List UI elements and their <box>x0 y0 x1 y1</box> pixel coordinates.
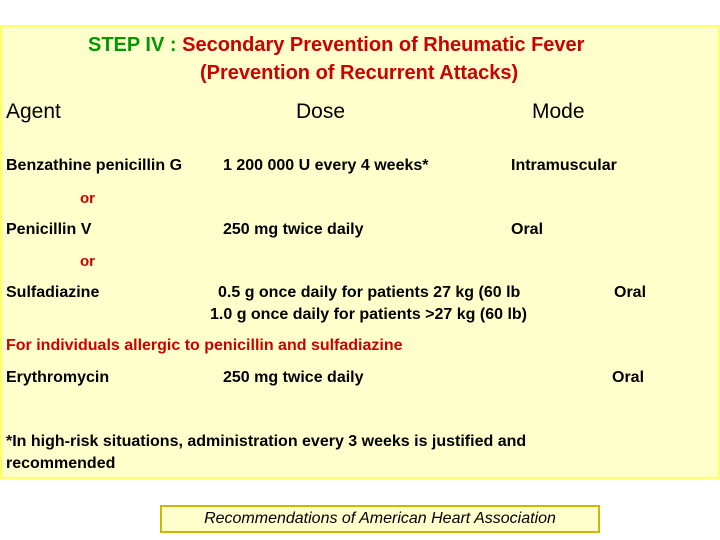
row-dose-sulfadiazine-1: 0.5 g once daily for patients 27 kg (60 lb <box>218 284 521 301</box>
header-agent: Agent <box>6 100 61 123</box>
footnote: *In high-risk situations, administration every 3 weeks is justified and recommended <box>6 433 527 472</box>
row-agent-benzathine: Benzathine penicillin G <box>6 157 183 174</box>
row-mode-erythromycin: Oral <box>612 369 645 386</box>
title-main: Secondary Prevention of Rheumatic Fever <box>182 34 585 56</box>
row-mode-sulfadiazine: Oral <box>614 284 647 301</box>
row-mode-penicillin-v: Oral <box>511 221 544 238</box>
source-box: Recommendations of American Heart Association <box>160 505 600 533</box>
row-dose-penicillin-v: 250 mg twice daily <box>223 221 364 238</box>
step-label: STEP IV : <box>88 34 177 56</box>
slide-frame <box>0 25 720 479</box>
header-mode: Mode <box>532 100 585 123</box>
row-mode-benzathine: Intramuscular <box>511 157 617 174</box>
allergy-note: For individuals allergic to penicillin and sulfadiazine <box>6 337 403 354</box>
row-agent-sulfadiazine: Sulfadiazine <box>6 284 100 301</box>
or-label-2: or <box>80 253 95 270</box>
title-line-1 <box>88 34 584 57</box>
header-dose: Dose <box>296 100 346 123</box>
row-dose-erythromycin: 250 mg twice daily <box>223 369 364 386</box>
row-dose-sulfadiazine-2: 1.0 g once daily for patients >27 kg (60 lb) <box>210 306 527 323</box>
row-dose-benzathine: 1 200 000 U every 4 weeks* <box>223 157 429 174</box>
row-agent-erythromycin: Erythromycin <box>6 369 110 386</box>
row-agent-penicillin-v: Penicillin V <box>6 221 92 238</box>
or-label-1: or <box>80 190 95 207</box>
title-line-2: (Prevention of Recurrent Attacks) <box>200 62 519 84</box>
